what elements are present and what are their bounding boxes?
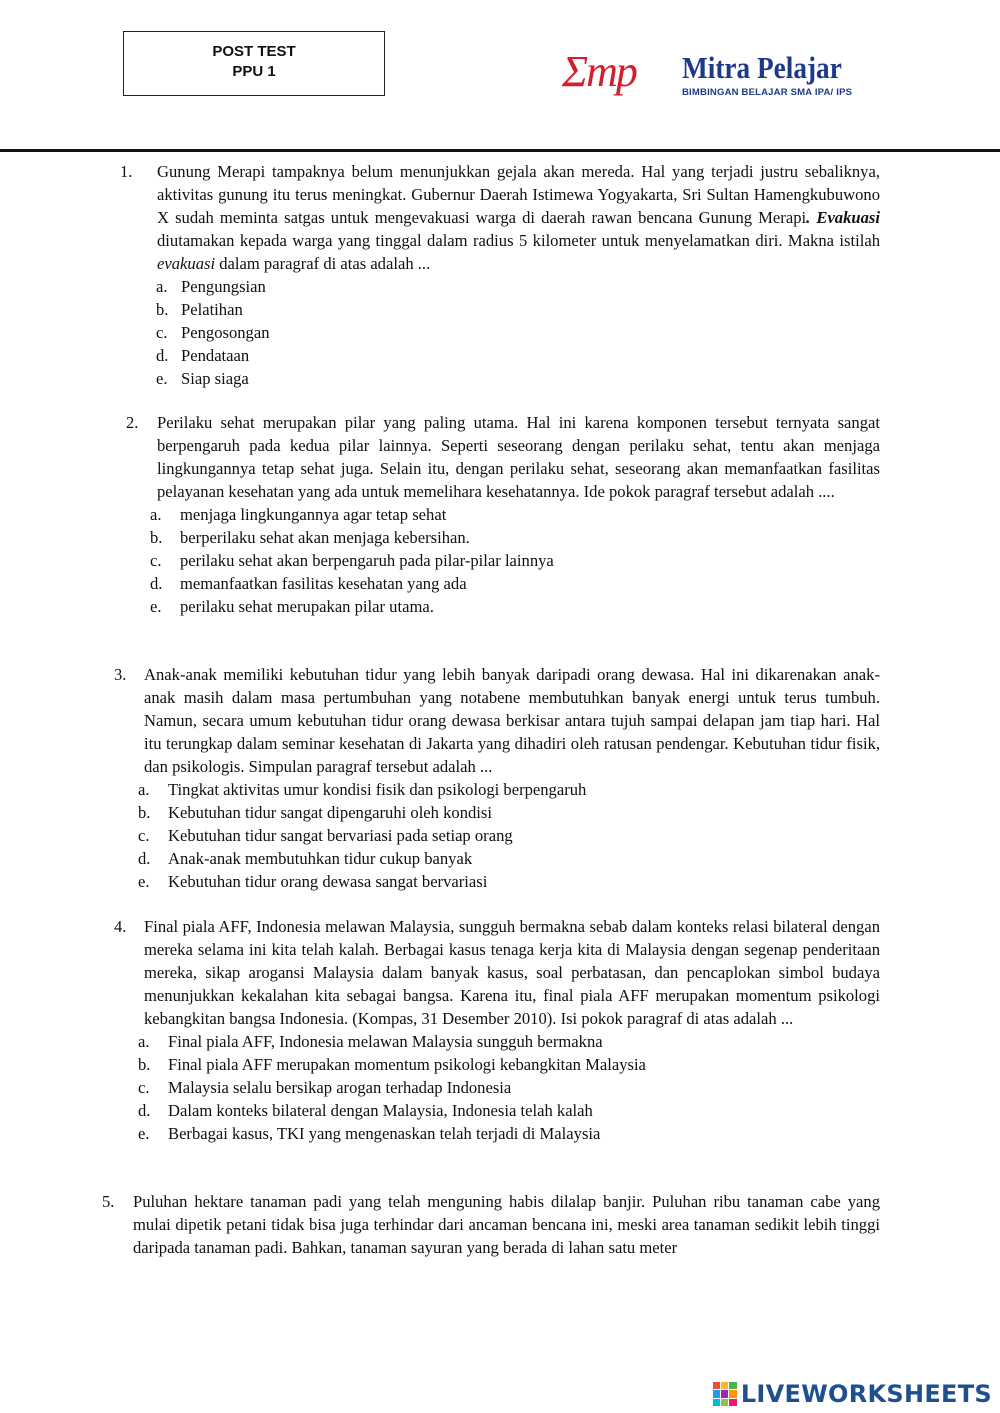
question-number: 5. bbox=[102, 1192, 115, 1211]
option-e[interactable]: e. perilaku sehat merupakan pilar utama. bbox=[150, 597, 434, 616]
question-4 bbox=[114, 915, 880, 1145]
logo-mark: Σmp bbox=[562, 47, 636, 96]
option-c[interactable]: c. Kebutuhan tidur sangat bervariasi pada setiap orang bbox=[138, 826, 513, 845]
mitra-pelajar-logo bbox=[562, 40, 852, 110]
question-3 bbox=[114, 663, 880, 893]
option-c[interactable]: c. perilaku sehat akan berpengaruh pada pilar-pilar lainnya bbox=[150, 551, 554, 570]
option-b[interactable]: b. Kebutuhan tidur sangat dipengaruhi oleh kondisi bbox=[138, 803, 492, 822]
option-e[interactable]: e. Siap siaga bbox=[156, 369, 249, 388]
question-1 bbox=[120, 160, 880, 390]
option-b[interactable]: b. Pelatihan bbox=[156, 300, 243, 319]
option-a[interactable]: a. menjaga lingkungannya agar tetap sehat bbox=[150, 505, 447, 524]
logo-name: Mitra Pelajar bbox=[682, 50, 842, 85]
question-stem: Perilaku sehat merupakan pilar yang paling utama. Hal ini karena komponen tersebut ternyata sangat berpengaruh pada kedua pilar lainnya. Seperti seseorang dengan perilaku sehat, tentu akan menjaga lingkungannya tetap sehat juga. Selain itu, dengan perilaku sehat, seseorang akan memanfaatkan fasilitas pelayanan kesehatan yang ada untuk memelihara kesehatannya. Ide pokok paragraf tersebut adalah .... bbox=[157, 413, 880, 501]
option-list bbox=[114, 778, 880, 893]
option-e[interactable]: e. Kebutuhan tidur orang dewasa sangat bervariasi bbox=[138, 872, 488, 891]
option-c[interactable]: c. Malaysia selalu bersikap arogan terhadap Indonesia bbox=[138, 1078, 512, 1097]
option-list bbox=[120, 503, 880, 618]
question-stem: Final piala AFF, Indonesia melawan Malaysia, sungguh bermakna sebab dalam konteks relasi bilateral dengan mereka selama ini kita telah kalah. Berbagai kasus tenaga kerja kita di Malaysia dengan segenap penderitaan mereka, sikap arogansi Malaysia dalam banyak kasus, soal perbatasan, dan pencaplokan simbol budaya menunjukkan kekalahan kita sebagai bangsa. Karena itu, final piala AFF merupakan momentum psikologi kebangkitan bangsa Indonesia. (Kompas, 31 Desember 2010). Isi pokok paragraf di atas adalah ... bbox=[144, 917, 880, 1028]
question-number: 3. bbox=[114, 665, 127, 684]
title-line-1: POST TEST bbox=[212, 43, 296, 60]
question-stem: Gunung Merapi tampaknya belum menunjukkan gejala akan mereda. Hal yang terjadi justru sebaliknya, aktivitas gunung itu terus meningkat. Gubernur Daerah Istimewa Yogyakarta, Sri Sultan Hamengkubuwono X sudah meminta satgas untuk mengevakuasi warga di daerah rawan bencana Gunung Merapi. Evakuasi diutamakan kepada warga yang tinggal dalam radius 5 kilometer untuk menyelamatkan diri. Makna istilah evakuasi dalam paragraf di atas adalah ... bbox=[157, 162, 880, 273]
question-number: 1. bbox=[120, 162, 133, 181]
question-stem: Anak-anak memiliki kebutuhan tidur yang lebih banyak daripadi orang dewasa. Hal ini dikarenakan anak-anak masih dalam masa pertumbuhan yang notabene membutuhkan banyak energi untuk terus tumbuh. Namun, secara umum kebutuhan tidur orang dewasa berkisar antara tujuh sampai delapan jam tiap hari. Hal itu terungkap dalam seminar kesehatan di Jakarta yang dihadiri oleh ratusan pendengar. Kebutuhan tidur fisik, dan psikologis. Simpulan paragraf tersebut adalah ... bbox=[144, 665, 880, 776]
option-b[interactable]: b. berperilaku sehat akan menjaga kebersihan. bbox=[150, 528, 470, 547]
option-a[interactable]: a. Final piala AFF, Indonesia melawan Malaysia sungguh bermakna bbox=[138, 1032, 603, 1051]
question-5 bbox=[102, 1190, 880, 1259]
header-divider bbox=[0, 149, 1000, 152]
option-d[interactable]: d. memanfaatkan fasilitas kesehatan yang ada bbox=[150, 574, 467, 593]
liveworksheets-footer bbox=[713, 1379, 992, 1409]
option-c[interactable]: c. Pengosongan bbox=[156, 323, 270, 342]
liveworksheets-brand: LIVEWORKSHEETS bbox=[740, 1380, 992, 1408]
option-e[interactable]: e. Berbagai kasus, TKI yang mengenaskan telah terjadi di Malaysia bbox=[138, 1124, 601, 1143]
option-b[interactable]: b. Final piala AFF merupakan momentum psikologi kebangkitan Malaysia bbox=[138, 1055, 646, 1074]
question-stem: Puluhan hektare tanaman padi yang telah menguning habis dilalap banjir. Puluhan ribu tanaman cabe yang mulai dipetik petani tidak bisa juga terhindar dari ancaman bencana ini, meski area tanaman sedikit lebih tinggi daripada tanaman padi. Bahkan, tanaman sayuran yang berada di lahan satu meter bbox=[133, 1192, 880, 1257]
option-list bbox=[120, 275, 880, 390]
question-number: 2. bbox=[126, 413, 139, 432]
liveworksheets-logo-icon bbox=[713, 1382, 737, 1406]
option-d[interactable]: d. Dalam konteks bilateral dengan Malaysia, Indonesia telah kalah bbox=[138, 1101, 593, 1120]
option-d[interactable]: d. Pendataan bbox=[156, 346, 250, 365]
question-2 bbox=[120, 411, 880, 618]
title-line-2: PPU 1 bbox=[232, 63, 276, 80]
option-a[interactable]: a. Tingkat aktivitas umur kondisi fisik dan psikologi berpengaruh bbox=[138, 780, 587, 799]
title-box bbox=[123, 31, 385, 96]
option-d[interactable]: d. Anak-anak membutuhkan tidur cukup banyak bbox=[138, 849, 473, 868]
option-a[interactable]: a. Pengungsian bbox=[156, 277, 266, 296]
option-list bbox=[114, 1030, 880, 1145]
question-number: 4. bbox=[114, 917, 127, 936]
logo-tagline: BIMBINGAN BELAJAR SMA IPA/ IPS bbox=[682, 87, 853, 98]
